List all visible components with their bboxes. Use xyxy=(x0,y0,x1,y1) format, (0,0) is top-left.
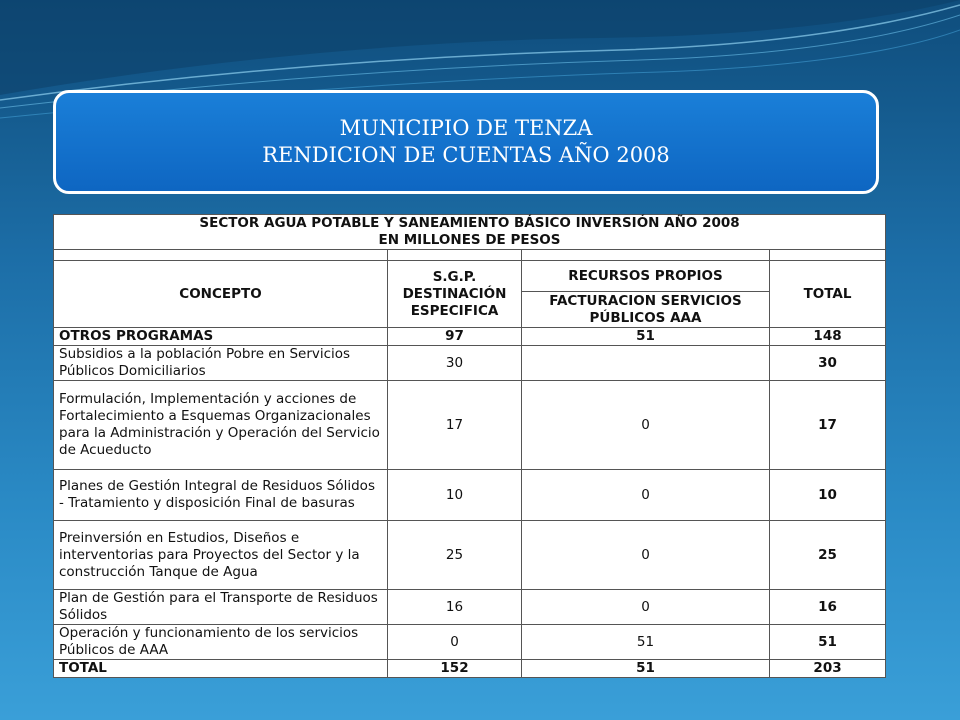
table-total-row xyxy=(54,660,886,678)
header-sgp: S.G.P. DESTINACIÓN ESPECIFICA xyxy=(388,261,522,328)
row-total: 17 xyxy=(770,381,886,470)
row-recursos-propios: 0 xyxy=(522,470,770,521)
table-spacer-row xyxy=(54,250,886,261)
row-recursos-propios xyxy=(522,346,770,381)
row-sgp: 17 xyxy=(388,381,522,470)
table-title: SECTOR AGUA POTABLE Y SANEAMIENTO BÁSICO INVERSIÓN AÑO 2008 EN MILLONES DE PESOS xyxy=(54,215,886,250)
table-row xyxy=(54,590,886,625)
table-row xyxy=(54,521,886,590)
row-recursos-propios: 51 xyxy=(522,625,770,660)
table-row xyxy=(54,470,886,521)
row-sgp: 152 xyxy=(388,660,522,678)
table-title-row xyxy=(54,215,886,250)
row-recursos-propios: 51 xyxy=(522,328,770,346)
row-recursos-propios: 51 xyxy=(522,660,770,678)
row-total: 203 xyxy=(770,660,886,678)
row-total: 16 xyxy=(770,590,886,625)
row-concepto: TOTAL xyxy=(54,660,388,678)
row-sgp: 0 xyxy=(388,625,522,660)
row-concepto: Subsidios a la población Pobre en Servicios Públicos Domiciliarios xyxy=(54,346,388,381)
row-recursos-propios: 0 xyxy=(522,590,770,625)
row-total: 51 xyxy=(770,625,886,660)
header-facturacion: FACTURACION SERVICIOS PÚBLICOS AAA xyxy=(522,292,770,328)
row-total: 30 xyxy=(770,346,886,381)
header-concepto: CONCEPTO xyxy=(54,261,388,328)
row-total: 25 xyxy=(770,521,886,590)
banner-title: MUNICIPIO DE TENZA xyxy=(339,116,593,140)
row-concepto: Planes de Gestión Integral de Residuos Sólidos - Tratamiento y disposición Final de basuras xyxy=(54,470,388,521)
investment-table xyxy=(53,214,886,678)
row-total: 10 xyxy=(770,470,886,521)
table-row xyxy=(54,328,886,346)
table-row xyxy=(54,625,886,660)
title-banner xyxy=(53,90,879,194)
banner-subtitle: RENDICION DE CUENTAS AÑO 2008 xyxy=(262,143,670,167)
row-concepto: Plan de Gestión para el Transporte de Residuos Sólidos xyxy=(54,590,388,625)
row-total: 148 xyxy=(770,328,886,346)
row-sgp: 97 xyxy=(388,328,522,346)
row-sgp: 10 xyxy=(388,470,522,521)
row-recursos-propios: 0 xyxy=(522,521,770,590)
row-concepto: Operación y funcionamiento de los servicios Públicos de AAA xyxy=(54,625,388,660)
row-recursos-propios: 0 xyxy=(522,381,770,470)
header-recursos-propios: RECURSOS PROPIOS xyxy=(522,261,770,292)
table-row xyxy=(54,346,886,381)
table-header-row xyxy=(54,261,886,292)
row-sgp: 30 xyxy=(388,346,522,381)
row-concepto: Preinversión en Estudios, Diseños e interventorias para Proyectos del Sector y la construcción Tanque de Agua xyxy=(54,521,388,590)
header-total: TOTAL xyxy=(770,261,886,328)
row-concepto: Formulación, Implementación y acciones de Fortalecimiento a Esquemas Organizacionales para la Administración y Operación del Servicio de Acueducto xyxy=(54,381,388,470)
row-concepto: OTROS PROGRAMAS xyxy=(54,328,388,346)
table-row xyxy=(54,381,886,470)
row-sgp: 25 xyxy=(388,521,522,590)
row-sgp: 16 xyxy=(388,590,522,625)
